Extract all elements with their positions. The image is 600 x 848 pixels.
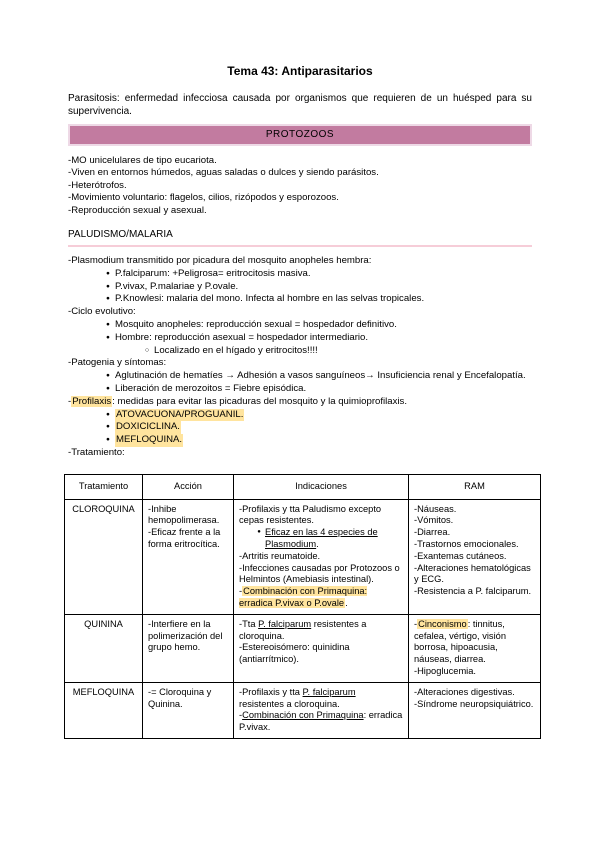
bullet-icon: ●: [106, 423, 110, 431]
cell-ram: [409, 682, 541, 738]
cell-line: [239, 710, 403, 734]
table-header-row: [65, 474, 541, 499]
col-header-indicaciones: Indicaciones: [234, 474, 409, 499]
bullet-text: Liberación de merozoitos = Fiebre episódica.: [115, 383, 307, 394]
cell-line: [239, 619, 403, 643]
line-text: : medidas para evitar las picaduras del mosquito y la quimioprofilaxis.: [112, 395, 408, 407]
treatment-table: [64, 474, 541, 739]
bullet-icon: ●: [106, 436, 110, 444]
cell-line: -Vómitos.: [414, 515, 454, 526]
underlined-text: Eficaz en las 4 especies de Plasmodium: [265, 527, 378, 549]
col-header-accion: Acción: [143, 474, 234, 499]
list-item: [68, 383, 532, 396]
bullet-icon: ●: [106, 372, 110, 380]
page-title: Tema 43: Antiparasitarios: [227, 64, 373, 78]
protozoos-banner-label: PROTOZOOS: [265, 129, 335, 140]
table-row: [65, 682, 541, 738]
cell-line: -Alteraciones hematológicas y ECG.: [414, 562, 531, 585]
cell-line: -Diarrea.: [414, 527, 451, 538]
period: .: [345, 597, 348, 608]
col-header-ram: RAM: [409, 474, 541, 499]
cell-line: -Interfiere en la polimerización del grupo hemo.: [148, 618, 223, 653]
highlighted-term: Profilaxis: [72, 395, 112, 407]
list-item: [68, 409, 532, 422]
bullet-text: P.vivax, P.malariae y P.ovale.: [115, 280, 239, 292]
list-item: -Heterótrofos.: [68, 179, 127, 191]
line-text: resistentes a cloroquina.: [239, 618, 367, 641]
malaria-content: [68, 255, 532, 460]
list-item: [68, 281, 532, 294]
cell-ram: [409, 499, 541, 614]
cell-line: -Náuseas.: [414, 503, 457, 514]
dash: -: [239, 710, 243, 721]
list-item: -Ciclo evolutivo:: [68, 306, 136, 318]
list-item: -Viven en entornos húmedos, aguas saladas o dulces y siendo parásitos.: [68, 167, 379, 179]
list-item: [68, 396, 532, 409]
highlighted-drug: DOXICICLINA.: [116, 421, 180, 433]
period: .: [316, 538, 319, 549]
section-heading-label: PALUDISMO/MALARIA: [68, 229, 173, 241]
highlighted-drug: MEFLOQUINA.: [116, 434, 183, 446]
list-item: -Reproducción sexual y asexual.: [68, 204, 207, 216]
bullet-text: Mosquito anopheles: reproducción sexual = hospedador definitivo.: [115, 319, 397, 331]
cell-line: [239, 586, 403, 610]
bullet-text: Aglutinación de hematíes → Adhesión a vasos sanguíneos→ Insuficiencia renal y Encefalopatía.: [115, 370, 526, 382]
table-row: [65, 499, 541, 614]
cell-accion: [143, 682, 234, 738]
list-item: [68, 421, 532, 434]
cell-line: -Eficaz frente a la forma eritrocítica.: [148, 527, 221, 549]
highlighted-text: Cinconismo: [418, 618, 467, 629]
dash: -: [414, 618, 418, 629]
line-text: -Profilaxis y tta: [239, 686, 303, 697]
cell-indicaciones: [234, 614, 409, 682]
bullet-icon: ●: [106, 385, 110, 392]
list-item: [68, 434, 532, 447]
cell-line: -Exantemas cutáneos.: [414, 550, 507, 561]
bullet-icon: ●: [106, 321, 110, 329]
dash: -: [239, 586, 243, 597]
cell-line: -Infecciones causadas por Protozoos o Helmintos (Amebiasis intestinal).: [239, 562, 400, 585]
cell-accion: [143, 499, 234, 614]
list-item: -Tratamiento:: [68, 446, 125, 458]
list-item: [68, 370, 532, 383]
cell-indicaciones: [234, 499, 409, 614]
cell-line: -Trastornos emocionales.: [414, 538, 519, 549]
cell-line: [414, 619, 535, 666]
bullet-icon: ●: [257, 529, 261, 536]
table-row: [65, 614, 541, 682]
hollow-bullet-icon: ○: [144, 346, 150, 354]
cell-line: -Profilaxis y tta Paludismo excepto cepas resistentes.: [239, 503, 382, 526]
bullet-text: P.falciparum: +Peligrosa= eritrocitosis masiva.: [115, 267, 311, 279]
cell-line: -Estereoisómero: quinidina (antiarrítmico).: [239, 642, 350, 665]
protozoos-banner: [68, 124, 532, 146]
cell-drug: QUININA: [65, 614, 143, 682]
line-text: -Tta: [239, 618, 259, 629]
bullet-icon: ●: [106, 410, 110, 418]
bullet-text: Localizado en el hígado y eritrocitos!!!!: [154, 344, 318, 356]
cell-drug: MEFLOQUINA: [65, 682, 143, 738]
cell-indicaciones: [234, 682, 409, 738]
bullet-icon: ●: [106, 282, 110, 290]
underlined-text: P. falciparum: [258, 618, 312, 629]
line-text: resistentes a cloroquina.: [239, 698, 340, 709]
highlighted-drug: ATOVACUONA/PROGUANIL.: [116, 408, 244, 420]
bullet-text: [265, 527, 403, 551]
list-item: [68, 268, 532, 281]
bullet-text: P.Knowlesi: malaria del mono. Infecta al hombre en las selvas tropicales.: [115, 293, 425, 305]
list-item: -Patogenia y síntomas:: [68, 357, 167, 369]
intro-paragraph: Parasitosis: enfermedad infecciosa causada por organismos que requieren de un huésped para su supervivencia.: [68, 93, 532, 117]
list-item: [68, 332, 532, 345]
col-header-tratamiento: Tratamiento: [65, 474, 143, 499]
bullet-icon: ●: [106, 333, 110, 341]
list-item: -Plasmodium transmitido por picadura del mosquito anopheles hembra:: [68, 255, 372, 267]
list-item: [68, 319, 532, 332]
cell-line: -Síndrome neuropsiquiátrico.: [414, 698, 534, 709]
dash: -: [68, 395, 72, 407]
bullet-text: Hombre: reproducción asexual = hospedador intermediario.: [115, 331, 369, 343]
protozoos-list: [68, 155, 532, 217]
list-item: -MO unicelulares de tipo eucariota.: [68, 155, 217, 166]
line-text: : tinnitus, cefalea, vértigo, visión borrosa, hipoacusia, náuseas, diarrea.: [414, 618, 506, 665]
cell-drug: CLOROQUINA: [65, 499, 143, 614]
list-item: [68, 345, 532, 358]
bullet-icon: ●: [106, 295, 110, 303]
line-text: : erradica P.vivax.: [239, 710, 403, 733]
section-heading-paludismo: [68, 228, 532, 247]
cell-line: -Artritis reumatoide.: [239, 550, 321, 561]
cell-bullet: [239, 527, 403, 551]
underlined-text: Combinación con Primaquina: [242, 710, 364, 721]
cell-line: -Alteraciones digestivas.: [414, 686, 515, 697]
cell-line: -= Cloroquina y Quinina.: [148, 686, 212, 709]
cell-line: [239, 687, 403, 711]
cell-line: -Inhibe hemopolimerasa.: [148, 503, 220, 526]
list-item: -Movimiento voluntario: flagelos, cilios, rizópodos y esporozoos.: [68, 192, 339, 204]
underlined-text: P. falciparum: [302, 686, 356, 697]
list-item: [68, 293, 532, 306]
cell-ram: [409, 614, 541, 682]
cell-accion: [143, 614, 234, 682]
bullet-icon: ●: [106, 269, 110, 277]
highlighted-text: Combinación con Primaquina: erradica P.vivax o P.ovale: [239, 586, 368, 608]
cell-line: -Resistencia a P. falciparum.: [414, 586, 532, 597]
cell-line: -Hipoglucemia.: [414, 665, 477, 676]
